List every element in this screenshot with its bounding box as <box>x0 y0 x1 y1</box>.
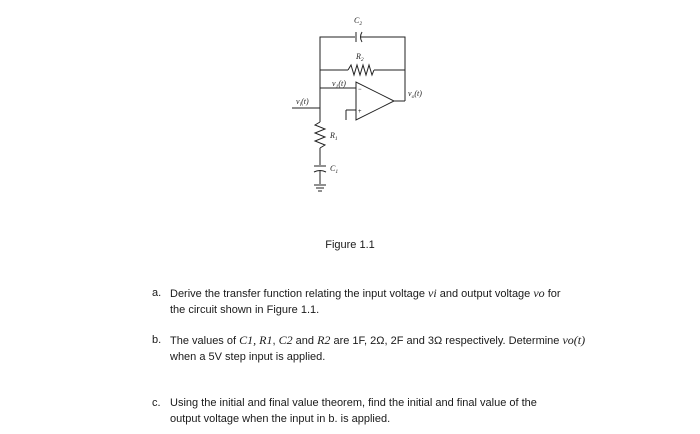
label-r1: $R_1$ <box>330 131 338 142</box>
question-c-text: Using the initial and final value theorem, find the initial and final value of the output voltage when the input in b. is applied. <box>170 397 537 425</box>
op-amp-minus: − <box>358 87 362 93</box>
op-amp <box>356 82 394 120</box>
math-vo-t: vo(t) <box>562 333 586 347</box>
label-c2: $C_2$ <box>354 16 363 27</box>
circuit-figure <box>0 0 700 215</box>
resistor-r1 <box>315 122 325 148</box>
question-b-text: The values of C1, R1, C2 and R2 are 1F, 2Ω, 2F and 3Ω respectively. Determine vo(t) when a 5V step input is applied. <box>170 333 586 363</box>
question-b <box>152 332 622 365</box>
label-vi: $v_i(t)$ <box>296 97 309 108</box>
question-b-letter: b. <box>152 334 162 346</box>
math-c2: C2 <box>278 333 293 347</box>
math-vo: vo <box>533 286 545 300</box>
label-v1: $v_1(t)$ <box>332 79 346 90</box>
question-a-letter: a. <box>152 287 162 299</box>
math-c1: C1, <box>239 333 260 347</box>
question-c-letter: c. <box>152 397 161 409</box>
figure-caption: Figure 1.1 <box>325 239 375 251</box>
feedback-top-wire-right <box>361 37 405 92</box>
label-r2: $R_2$ <box>356 52 364 63</box>
question-c <box>152 395 622 427</box>
label-c1: $C_1$ <box>330 164 339 175</box>
resistor-r2 <box>348 65 374 75</box>
question-a-text: Derive the transfer function relating the input voltage vi and output voltage vo for the circuit shown in Figure 1.1. <box>170 286 561 316</box>
label-vo: $v_o(t)$ <box>408 89 422 100</box>
op-amp-plus: + <box>358 109 362 115</box>
math-r2: R2 <box>317 333 331 347</box>
math-r1: R1 <box>259 333 273 347</box>
math-vi: vi <box>428 286 437 300</box>
question-a <box>152 285 622 318</box>
